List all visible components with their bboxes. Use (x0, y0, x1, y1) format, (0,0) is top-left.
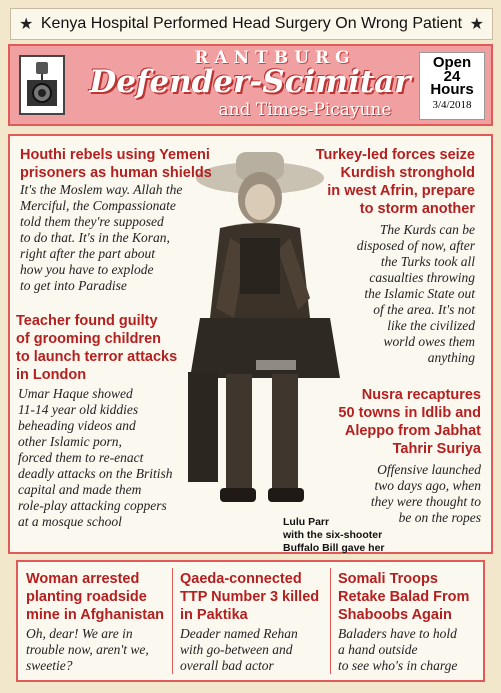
masthead-title: Defender-Scimitar (89, 64, 411, 100)
column-divider (172, 568, 173, 674)
headline-line[interactable]: Shaboobs Again (338, 607, 452, 623)
teacher-headline[interactable] (16, 312, 177, 384)
hours-label: Hours (430, 81, 474, 98)
body-line: world owes them (383, 334, 475, 349)
bottom-story-1-headline[interactable] (26, 570, 164, 624)
body-line: anything (427, 350, 475, 365)
body-line: be on the ropes (398, 510, 481, 525)
top-banner[interactable] (10, 8, 493, 40)
body-line: capital and made them (18, 482, 142, 497)
caption-line: Buffalo Bill gave her (283, 542, 385, 554)
body-line: of the area. It's not (373, 302, 475, 317)
headline-line[interactable]: Houthi rebels using Yemeni (20, 147, 210, 163)
headline-line[interactable]: in London (16, 367, 87, 383)
houthi-headline[interactable] (20, 146, 212, 182)
houthi-body (20, 182, 182, 294)
body-line: the Islamic State out (364, 286, 475, 301)
headline-line[interactable]: Qaeda-connected (180, 571, 302, 587)
body-line: a hand outside (338, 642, 418, 657)
body-line: disposed of now, after (356, 238, 475, 253)
body-line: sweetie? (26, 658, 73, 673)
caption-line: Lulu Parr (283, 516, 330, 528)
body-line: Oh, dear! We are in (26, 626, 133, 641)
caption-line: with the six-shooter (283, 529, 383, 541)
teacher-body (18, 386, 172, 530)
body-line: right after the part about (20, 246, 155, 261)
headline-line[interactable]: to storm another (359, 201, 475, 217)
turkey-body (357, 222, 475, 366)
headline-line[interactable]: in west Afrin, prepare (327, 183, 475, 199)
camera-icon (18, 54, 66, 116)
body-line: the Turks took all (380, 254, 475, 269)
body-line: told them they're supposed (20, 214, 164, 229)
body-line: role-play attacking coppers (18, 498, 167, 513)
headline-line[interactable]: TTP Number 3 killed (180, 589, 320, 605)
photo-caption (283, 516, 385, 555)
body-line: It's the Moslem way. Allah the (20, 182, 183, 197)
star-icon: ★ (469, 16, 484, 33)
headline-line[interactable]: to launch terror attacks (16, 349, 178, 365)
body-line: Deader named Rehan (180, 626, 298, 641)
body-line: 11-14 year old kiddies (18, 402, 139, 417)
headline-line[interactable]: in Paktika (180, 607, 248, 623)
masthead-rantburg: RANTBURG (194, 48, 356, 68)
body-line: trouble now, aren't we, (26, 642, 149, 657)
issue-date: 3/4/2018 (432, 99, 472, 111)
nusra-headline[interactable] (338, 386, 481, 458)
headline-line[interactable]: planting roadside (26, 589, 147, 605)
body-line: forced them to re-enact (18, 450, 144, 465)
headline-line[interactable]: Nusra recaptures (361, 387, 481, 403)
body-line: Merciful, the Compassionate (20, 198, 176, 213)
masthead-subtitle: and Times-Picayune (218, 100, 392, 120)
star-icon: ★ (19, 16, 34, 33)
masthead (8, 44, 493, 126)
open-label: Open (432, 54, 472, 71)
bottom-stories-frame (16, 560, 485, 682)
headline-line[interactable]: Aleppo from Jabhat (344, 423, 481, 439)
bottom-story-3-body (338, 626, 457, 674)
body-line: with go-between and (180, 642, 293, 657)
headline-line[interactable]: Woman arrested (26, 571, 140, 587)
headline-line[interactable]: Teacher found guilty (16, 313, 158, 329)
body-line: Baladers have to hold (338, 626, 457, 641)
headline-line[interactable]: Somali Troops (338, 571, 438, 587)
headline-line[interactable]: Retake Balad From (338, 589, 470, 605)
body-line: like the civilized (387, 318, 475, 333)
nusra-body (371, 462, 481, 526)
top-headline[interactable]: Kenya Hospital Performed Head Surgery On Wrong Patient (40, 15, 463, 32)
column-divider (330, 568, 331, 674)
headline-line[interactable]: mine in Afghanistan (26, 607, 165, 623)
body-line: overall bad actor (180, 658, 274, 673)
body-line: how you have to explode (20, 262, 154, 277)
body-line: The Kurds can be (379, 222, 475, 237)
body-line: at a mosque school (18, 514, 122, 529)
body-line: other Islamic porn, (18, 434, 122, 449)
body-line: Offensive launched (377, 462, 481, 477)
body-line: to do that. It's in the Koran, (20, 230, 170, 245)
body-line: Umar Haque showed (18, 386, 133, 401)
bottom-story-2-body (180, 626, 298, 674)
body-line: deadly attacks on the British (18, 466, 173, 481)
headline-line[interactable]: of grooming children (16, 331, 161, 347)
headline-line[interactable]: prisoners as human shields (20, 165, 212, 181)
headline-line[interactable]: Tahrir Suriya (392, 441, 481, 457)
bottom-story-2-headline[interactable] (180, 570, 319, 624)
body-line: beheading videos and (18, 418, 136, 433)
hours-number: 24 (443, 68, 461, 85)
turkey-headline[interactable] (316, 146, 475, 218)
headline-line[interactable]: Kurdish stronghold (340, 165, 475, 181)
body-line: they were thought to (370, 494, 481, 509)
body-line: to get into Paradise (20, 278, 127, 293)
body-line: casualties throwing (369, 270, 475, 285)
bottom-story-3-headline[interactable] (338, 570, 469, 624)
open-24-hours-box (419, 52, 485, 120)
bottom-story-1-body (26, 626, 149, 674)
headline-line[interactable]: 50 towns in Idlib and (338, 405, 481, 421)
body-line: to see who's in charge (338, 658, 458, 673)
headline-line[interactable]: Turkey-led forces seize (315, 147, 475, 163)
body-line: two days ago, when (374, 478, 481, 493)
